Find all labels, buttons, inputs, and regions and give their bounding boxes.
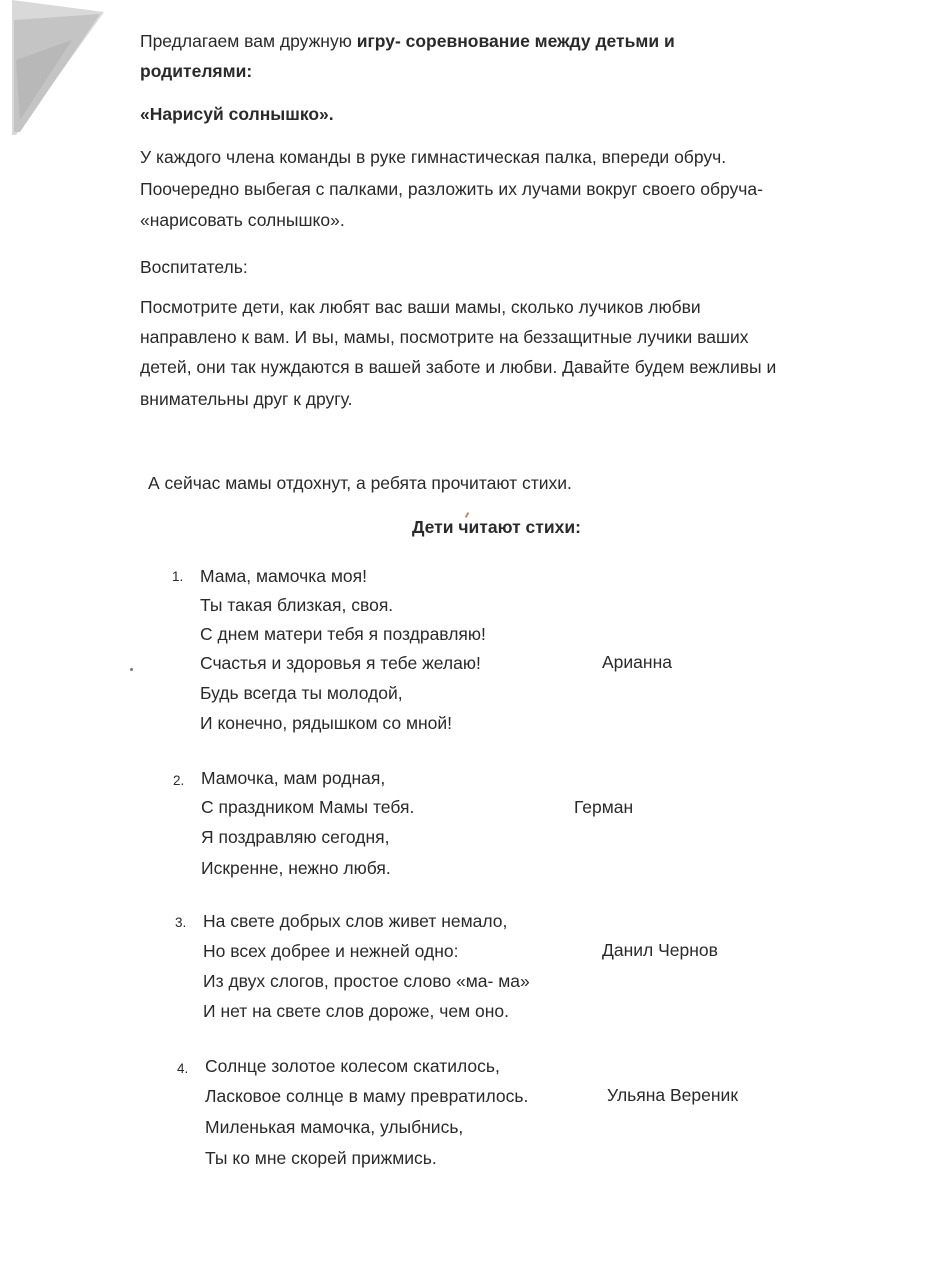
speech-line-4: внимательны друг к другу. [140,389,353,409]
poem-1-number: 1. [172,569,184,584]
poem-3-author: Данил Чернов [602,940,718,960]
poem-4-line-1: Солнце золотое колесом скатилось, [205,1056,500,1076]
poem-4-author: Ульяна Вереник [607,1085,738,1105]
poem-4-line-4: Ты ко мне скорей прижмись. [205,1148,437,1168]
poem-1-line-2: Ты такая близкая, своя. [200,595,394,615]
poem-1-line-3: С днем матери тебя я поздравляю! [200,624,486,644]
intro-line-1 [140,30,675,52]
scan-fold-artifact [0,0,110,140]
poem-2-author: Герман [574,797,634,817]
poem-2-line-1: Мамочка, мам родная, [201,768,386,788]
intro-line-2: родителями: [140,61,253,81]
poem-2-number: 2. [173,773,185,788]
intro-text: Предлагаем вам дружную [140,31,357,51]
scan-speck [130,668,133,671]
intro-bold-text: игру- соревнование между детьми и [356,31,675,51]
poems-heading: Дети читают стихи: [412,517,581,537]
poem-2-line-4: Искренне, нежно любя. [201,858,391,878]
speaker-label: Воспитатель: [140,257,248,277]
poem-1-line-4: Счастья и здоровья я тебе желаю! [200,653,481,673]
poem-1-line-1: Мама, мамочка моя! [200,566,367,586]
poem-3-line-3: Из двух слогов, простое слово «ма- ма» [203,971,530,991]
game-title: «Нарисуй солнышко». [140,104,334,124]
speech-line-3: детей, они так нуждаются в вашей заботе и любви. Давайте будем вежливы и [140,357,777,377]
poem-1-line-5: Будь всегда ты молодой, [200,683,403,703]
poem-2-line-2: С праздником Мамы тебя. [201,797,415,817]
poem-4-line-3: Миленькая мамочка, улыбнись, [205,1117,464,1137]
rules-line-3: «нарисовать солнышко». [140,210,345,230]
poem-4-line-2: Ласковое солнце в маму превратилось. [205,1086,529,1106]
poem-3-number: 3. [175,915,187,930]
poem-1-author: Арианна [602,652,672,672]
transition-text: А сейчас мамы отдохнут, а ребята прочитают стихи. [148,473,572,493]
poem-4-number: 4. [177,1061,189,1076]
poem-1-line-6: И конечно, рядышком со мной! [200,713,453,733]
rules-line-1: У каждого члена команды в руке гимнастическая палка, впереди обруч. [140,147,727,167]
poem-3-line-1: На свете добрых слов живет немало, [203,911,508,931]
poem-3-line-4: И нет на свете слов дороже, чем оно. [203,1001,509,1021]
poem-2-line-3: Я поздравляю сегодня, [201,827,390,847]
speech-line-2: направлено к вам. И вы, мамы, посмотрите на беззащитные лучики ваших [140,327,749,347]
poem-3-line-2: Но всех добрее и нежней одно: [203,941,459,961]
rules-line-2: Поочередно выбегая с палками, разложить их лучами вокруг своего обруча- [140,179,763,199]
speech-line-1: Посмотрите дети, как любят вас ваши мамы, сколько лучиков любви [140,297,701,317]
